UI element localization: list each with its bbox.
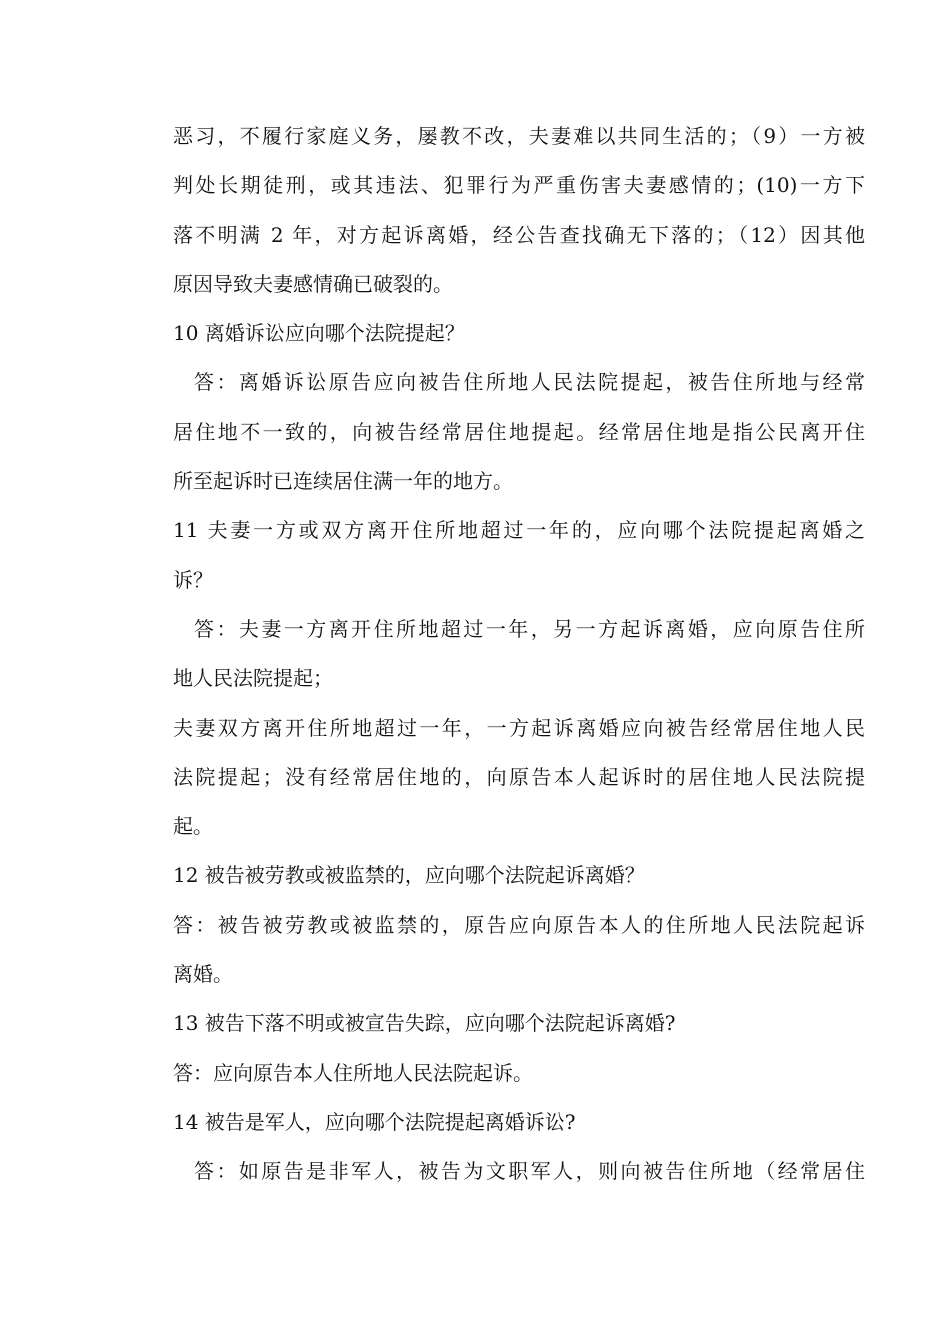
document-body — [173, 112, 865, 1197]
question-14-heading: 14 被告是军人，应向哪个法院提起离婚诉讼? — [173, 1109, 576, 1134]
text-line-3: 落不明满 2 年，对方起诉离婚，经公告查找确无下落的；（12）因其他 — [173, 222, 865, 247]
question-11-heading-line-1: 11 夫妻一方或双方离开住所地超过一年的，应向哪个法院提起离婚之 — [173, 518, 865, 543]
text-line-4: 原因导致夫妻感情确已破裂的。 — [173, 271, 453, 296]
text-line-1: 恶习，不履行家庭义务，屡教不改，夫妻难以共同生活的；（9）一方被 — [173, 124, 865, 148]
answer-10-line-3: 所至起诉时已连续居住满一年的地方。 — [173, 469, 513, 494]
answer-13-line-1: 答：应向原告本人住所地人民法院起诉。 — [173, 1060, 533, 1085]
text-line-2: 判处长期徒刑，或其违法、犯罪行为严重伤害夫妻感情的；(10)一方下 — [173, 173, 865, 198]
answer-11-line-4: 法院提起；没有经常居住地的，向原告本人起诉时的居住地人民法院提 — [173, 764, 865, 789]
question-12-heading: 12 被告被劳教或被监禁的，应向哪个法院起诉离婚？ — [173, 863, 645, 888]
answer-14-line-1: 答：如原告是非军人，被告为文职军人，则向被告住所地（经常居住 — [194, 1159, 865, 1184]
answer-10-line-2: 居住地不一致的，向被告经常居住地提起。经常居住地是指公民离开住 — [173, 419, 865, 444]
answer-11-line-1: 答：夫妻一方离开住所地超过一年，另一方起诉离婚，应向原告住所 — [194, 616, 865, 641]
answer-12-line-1: 答：被告被劳教或被监禁的，原告应向原告本人的住所地人民法院起诉 — [173, 912, 865, 937]
question-11-heading-line-2: 诉？ — [173, 567, 213, 592]
answer-11-line-2: 地人民法院提起； — [173, 666, 333, 691]
answer-11-line-5: 起。 — [173, 814, 213, 839]
question-13-heading: 13 被告下落不明或被宣告失踪，应向哪个法院起诉离婚? — [173, 1011, 676, 1036]
answer-12-line-2: 离婚。 — [173, 962, 233, 987]
question-10-heading: 10 离婚诉讼应向哪个法院提起？ — [173, 321, 465, 346]
answer-10-line-1: 答：离婚诉讼原告应向被告住所地人民法院提起，被告住所地与经常 — [194, 370, 865, 395]
answer-11-line-3: 夫妻双方离开住所地超过一年，一方起诉离婚应向被告经常居住地人民 — [173, 715, 865, 740]
